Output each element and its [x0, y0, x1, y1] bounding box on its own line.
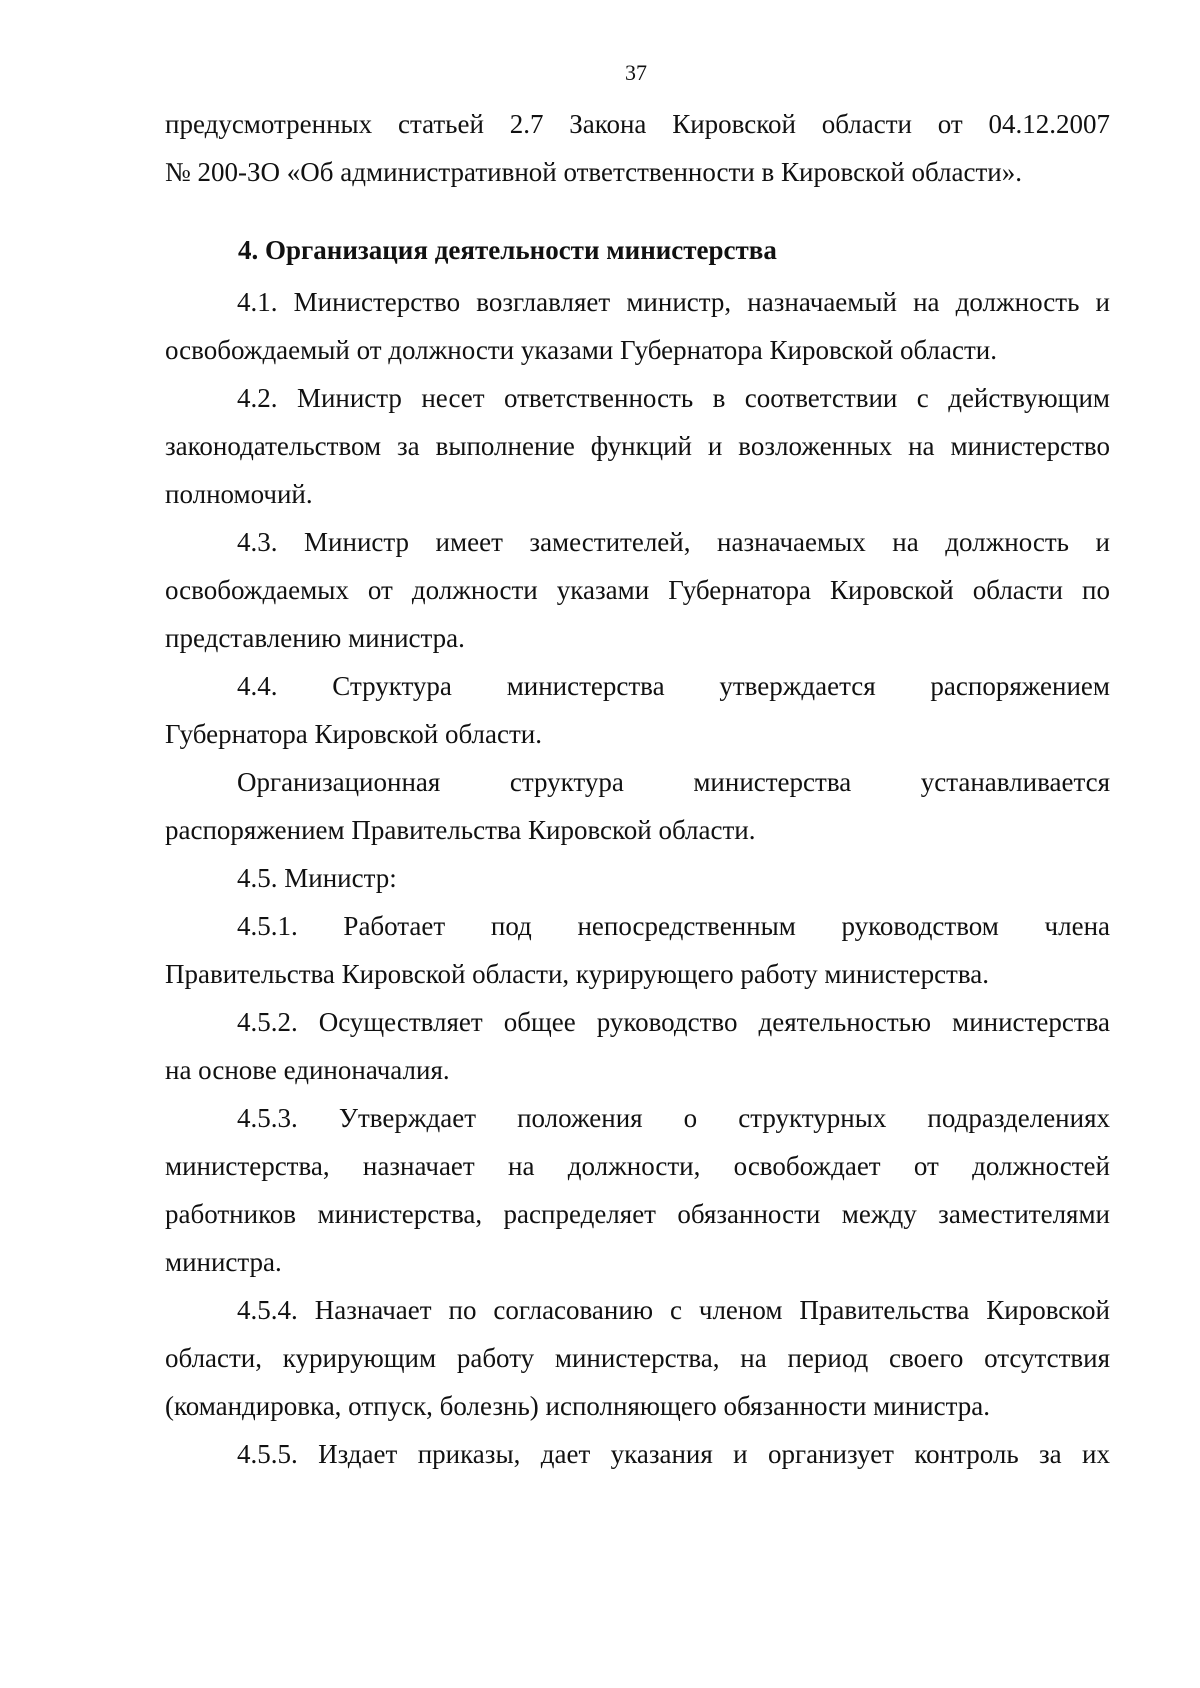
text-line: полномочий.	[165, 479, 313, 509]
paragraph	[165, 1286, 1110, 1430]
text-line: № 200-ЗО «Об административной ответственности в Кировской области».	[165, 157, 1022, 187]
text-line: Правительства Кировской области, курирующего работу министерства.	[165, 959, 989, 989]
section-heading: 4. Организация деятельности министерства	[238, 235, 777, 265]
text-line: Губернатора Кировской области.	[165, 719, 542, 749]
text-line: 4.2. Министр несет ответственность в соответствии с действующим	[237, 383, 1110, 413]
text-line: Организационная структура министерства устанавливается	[237, 767, 1110, 797]
text-line: работников министерства, распределяет обязанности между заместителями	[165, 1199, 1110, 1229]
section-body	[165, 278, 1110, 1478]
text-line: министра.	[165, 1247, 282, 1277]
text-line: 4.5.4. Назначает по согласованию с членом Правительства Кировской	[237, 1295, 1110, 1325]
text-line: 4.5. Министр:	[237, 863, 397, 893]
text-line: 4.4. Структура министерства утверждается распоряжением	[237, 671, 1110, 701]
paragraph	[165, 278, 1110, 374]
paragraph	[165, 1094, 1110, 1286]
text-line: 4.5.1. Работает под непосредственным руководством члена	[237, 911, 1110, 941]
paragraph	[165, 758, 1110, 854]
text-line: области, курирующим работу министерства, на период своего отсутствия	[165, 1343, 1110, 1373]
text-line: распоряжением Правительства Кировской области.	[165, 815, 756, 845]
text-line: на основе единоначалия.	[165, 1055, 450, 1085]
text-line: 4.5.2. Осуществляет общее руководство деятельностью министерства	[237, 1007, 1110, 1037]
paragraph	[165, 854, 1110, 902]
text-line: министерства, назначает на должности, освобождает от должностей	[165, 1151, 1110, 1181]
paragraph	[165, 518, 1110, 662]
paragraph	[165, 374, 1110, 518]
page-number: 37	[625, 60, 647, 85]
text-line: 4.3. Министр имеет заместителей, назначаемых на должность и	[237, 527, 1110, 557]
text-line: законодательством за выполнение функций и возложенных на министерство	[165, 431, 1110, 461]
text-line: (командировка, отпуск, болезнь) исполняющего обязанности министра.	[165, 1391, 990, 1421]
paragraph	[165, 662, 1110, 758]
text-line: освобождаемый от должности указами Губернатора Кировской области.	[165, 335, 997, 365]
paragraph	[165, 998, 1110, 1094]
text-line: представлению министра.	[165, 623, 465, 653]
text-line: освобождаемых от должности указами Губернатора Кировской области по	[165, 575, 1110, 605]
text-line: 4.1. Министерство возглавляет министр, назначаемый на должность и	[237, 287, 1110, 317]
text-line: предусмотренных статьей 2.7 Закона Кировской области от 04.12.2007	[165, 109, 1110, 139]
intro-text	[165, 100, 1110, 196]
paragraph	[165, 902, 1110, 998]
paragraph	[165, 1430, 1110, 1478]
text-line: 4.5.5. Издает приказы, дает указания и организует контроль за их	[237, 1439, 1110, 1469]
text-line: 4.5.3. Утверждает положения о структурных подразделениях	[237, 1103, 1110, 1133]
